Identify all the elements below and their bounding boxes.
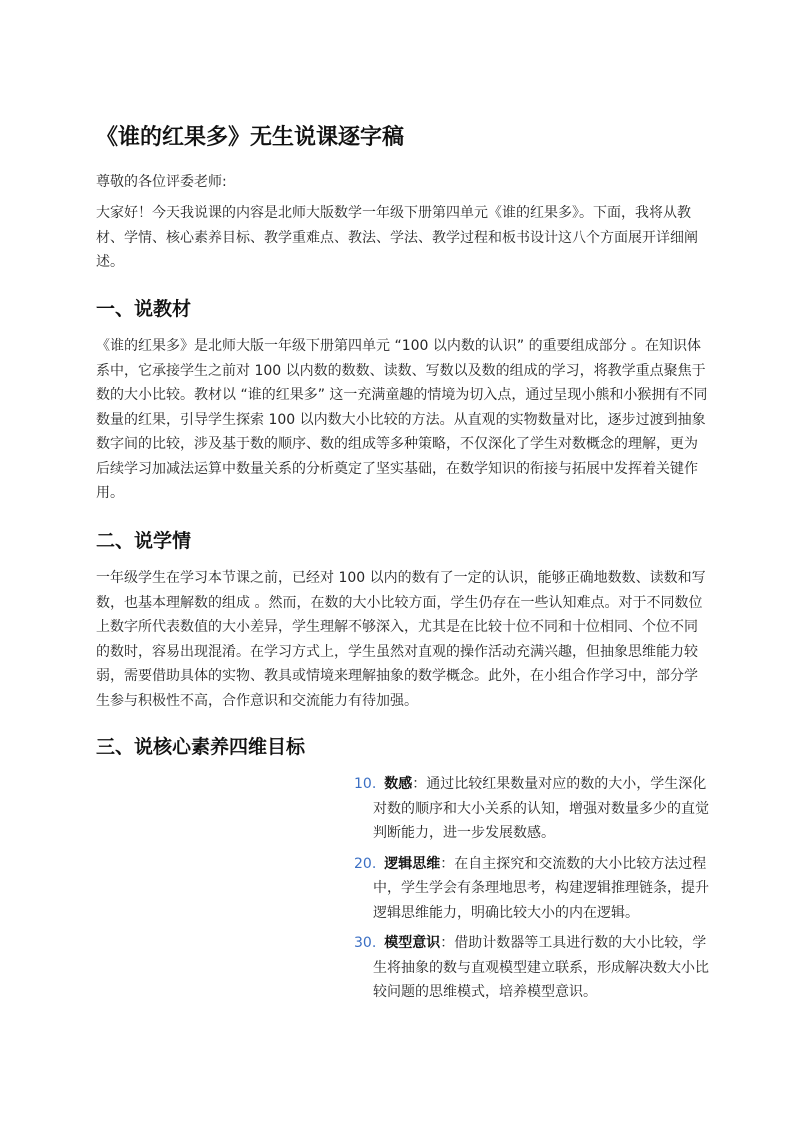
goal-number: 30. (354, 935, 377, 951)
section-body-textbook: 《谁的红果多》是北师大版一年级下册第四单元 “100 以内数的认识” 的重要组成部分 。在知识体系中，它承接学生之前对 100 以内数的数数、读数、写数以及数的组成的学习，将教学重点聚焦于数的大小比较。教材以 “谁的红果多” 这一充满童趣的情境为切入点，通过呈现小熊和小猴拥有不同数量的红果，引导学生探索 100 以内数大小比较的方法。从直观的实物数量对比，逐步过渡到抽象数字间的比较，涉及基于数的顺序、数的组成等多种策略，不仅深化了学生对数概念的理解，更为后续学习加减法运算中数量关系的分析奠定了坚实基础，在数学知识的衔接与拓展中发挥着关键作用。 (96, 338, 708, 501)
goal-text: ：通过比较红果数量对应的数的大小，学生深化对数的顺序和大小关系的认知，增强对数量多少的直觉判断能力，进一步发展数感。 (373, 776, 709, 841)
section-heading-learners: 二、说学情 (96, 530, 192, 552)
goal-text: ：借助计数器等工具进行数的大小比较，学生将抽象的数与直观模型建立联系，形成解决数大小比较问题的思维模式，培养模型意识。 (373, 935, 709, 1000)
greeting-paragraph: 尊敬的各位评委老师: (96, 174, 227, 190)
goal-term: 模型意识 (384, 935, 441, 951)
section-heading-textbook: 一、说教材 (96, 298, 192, 320)
section-body-learners: 一年级学生在学习本节课之前，已经对 100 以内的数有了一定的认识，能够正确地数数、读数和写数，也基本理解数的组成 。然而，在数的大小比较方面，学生仍存在一些认知难点。对于不同数位上数字所代表数值的大小差异，学生理解不够深入，尤其是在比较十位不同和十位相同、个位不同的数时，容易出现混淆。在学习方式上，学生虽然对直观的操作活动充满兴趣，但抽象思维能力较弱，需要借助具体的实物、教具或情境来理解抽象的数学概念。此外，在小组合作学习中，部分学生参与积极性不高，合作意识和交流能力有待加强。 (96, 570, 706, 709)
goal-text: ：在自主探究和交流数的大小比较方法过程中，学生学会有条理地思考，构建逻辑推理链条，提升逻辑思维能力，明确比较大小的内在逻辑。 (373, 855, 709, 921)
goal-item-number-sense (354, 772, 714, 846)
goal-number: 20. (354, 855, 377, 872)
section-heading-core-goals: 三、说核心素养四维目标 (96, 736, 306, 758)
intro-paragraph: 大家好！今天我说课的内容是北师大版数学一年级下册第四单元《谁的红果多》。下面，我将从教材、学情、核心素养目标、教学重难点、教法、学法、教学过程和板书设计这八个方面展开详细阐述。 (96, 205, 698, 270)
goal-number: 10. (354, 776, 377, 792)
goals-list (354, 772, 714, 1011)
goal-term: 逻辑思维 (384, 855, 441, 872)
document-title: 《谁的红果多》无生说课逐字稿 (96, 125, 405, 150)
goal-item-model-awareness (354, 931, 714, 1005)
goal-item-logical-thinking (354, 852, 714, 926)
goal-term: 数感 (384, 776, 413, 792)
